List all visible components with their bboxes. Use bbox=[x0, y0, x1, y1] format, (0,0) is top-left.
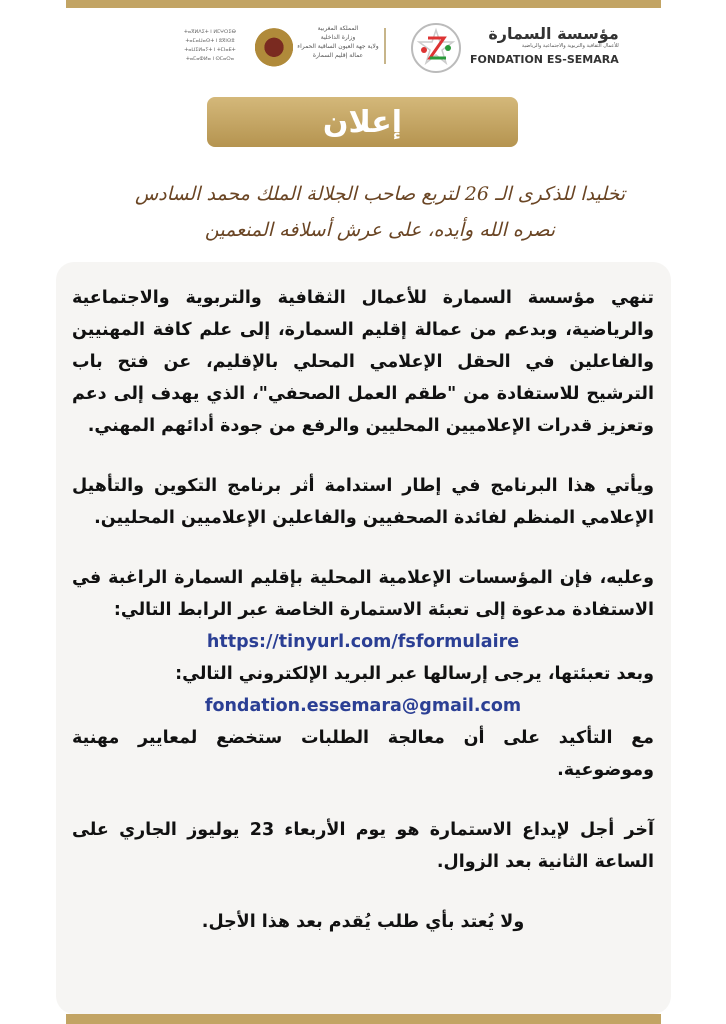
bottom-gold-bar bbox=[66, 1014, 661, 1024]
tifinagh-line: ⵜⴰⵡⵉⵍⴰⵢⵜ ⵏ ⵜⵎⵏⴰⴹⵜ bbox=[184, 47, 236, 53]
ministry-text bbox=[296, 24, 380, 60]
announcement-body bbox=[72, 282, 654, 966]
tifinagh-line: ⵜⴰⴳⵍⴷⵉⵜ ⵏ ⵍⵎⵖⵔⵉⴱ bbox=[184, 29, 236, 35]
announcement-title-box bbox=[207, 97, 518, 147]
dedication-line: تخليدا للذكرى الـ 26 لتربع صاحب الجلالة الملك محمد السادس bbox=[134, 183, 626, 205]
ministry-line: وزارة الداخلية bbox=[320, 34, 356, 41]
dedication-line: نصره الله وأيده، على عرش أسلافه المنعمين bbox=[204, 219, 556, 241]
ministry-line: المملكة المغربية bbox=[317, 25, 359, 32]
ministry-line: عمالة إقليم السمارة bbox=[312, 52, 364, 59]
paragraph: آخر أجل لإيداع الاستمارة هو يوم الأربعاء 23 يوليوز الجاري على الساعة الثانية بعد الزوال. bbox=[72, 820, 654, 872]
header-divider bbox=[384, 28, 386, 64]
foundation-name-ar: مؤسسة السمارة bbox=[488, 24, 619, 43]
paragraph: وبعد تعبئتها، يرجى إرسالها عبر البريد الإلكتروني التالي: bbox=[175, 664, 654, 684]
form-link[interactable]: https://tinyurl.com/fsformulaire bbox=[206, 632, 520, 652]
top-gold-bar bbox=[66, 0, 661, 8]
tifinagh-line: ⵜⴰⵎⴰⵀⵍⴰ ⵏ ⵙⵎⴰⵔⴰ bbox=[186, 56, 234, 62]
tifinagh-ministry-text bbox=[170, 28, 250, 64]
foundation-logo-icon bbox=[410, 22, 462, 74]
paragraph: ويأتي هذا البرنامج في إطار استدامة أثر برنامج التكوين والتأهيل الإعلامي المنظم لفائدة الصحفيين والفاعلين الإعلاميين المحليين. bbox=[72, 476, 654, 528]
dedication bbox=[90, 176, 670, 248]
moroccan-coat-of-arms-icon bbox=[255, 22, 293, 68]
paragraph: وعليه، فإن المؤسسات الإعلامية المحلية بإقليم السمارة الراغبة في الاستفادة مدعوة إلى تعبئة الاستمارة الخاصة عبر الرابط التالي: bbox=[72, 568, 654, 620]
foundation-subtitle: للأعمال الثقافية والتربوية والاجتماعية والرياضية bbox=[521, 43, 619, 49]
paragraph: تنهي مؤسسة السمارة للأعمال الثقافية والتربوية والاجتماعية والرياضية، وبدعم من عمالة إقليم السمارة، إلى علم كافة المهنيين والفاعلين في الحقل الإعلامي المحلي بالإقليم، عن فتح باب الترشيح للاستفادة من "طقم العمل الصحفي"، الذي يهدف إلى دعم وتعزيز قدرات الإعلاميين المحليين والرفع من جودة أدائهم المهني. bbox=[72, 288, 654, 436]
ministry-line: ولاية جهة العيون الساقية الحمراء bbox=[297, 43, 379, 50]
email-link[interactable]: fondation.essemara@gmail.com bbox=[204, 696, 522, 716]
paragraph: مع التأكيد على أن معالجة الطلبات ستخضع لمعايير مهنية وموضوعية. bbox=[72, 728, 654, 780]
letterhead bbox=[170, 18, 690, 78]
paragraph: ولا يُعتد بأي طلب يُقدم بعد هذا الأجل. bbox=[201, 912, 525, 932]
tifinagh-line: ⵜⴰⵎⴰⵡⴰⵙⵜ ⵏ ⵓⴳⵏⵙⵓ bbox=[185, 38, 235, 44]
foundation-name bbox=[470, 24, 619, 66]
foundation-name-en: FONDATION ES-SEMARA bbox=[470, 53, 619, 66]
announcement-title: إعلان bbox=[322, 104, 403, 140]
